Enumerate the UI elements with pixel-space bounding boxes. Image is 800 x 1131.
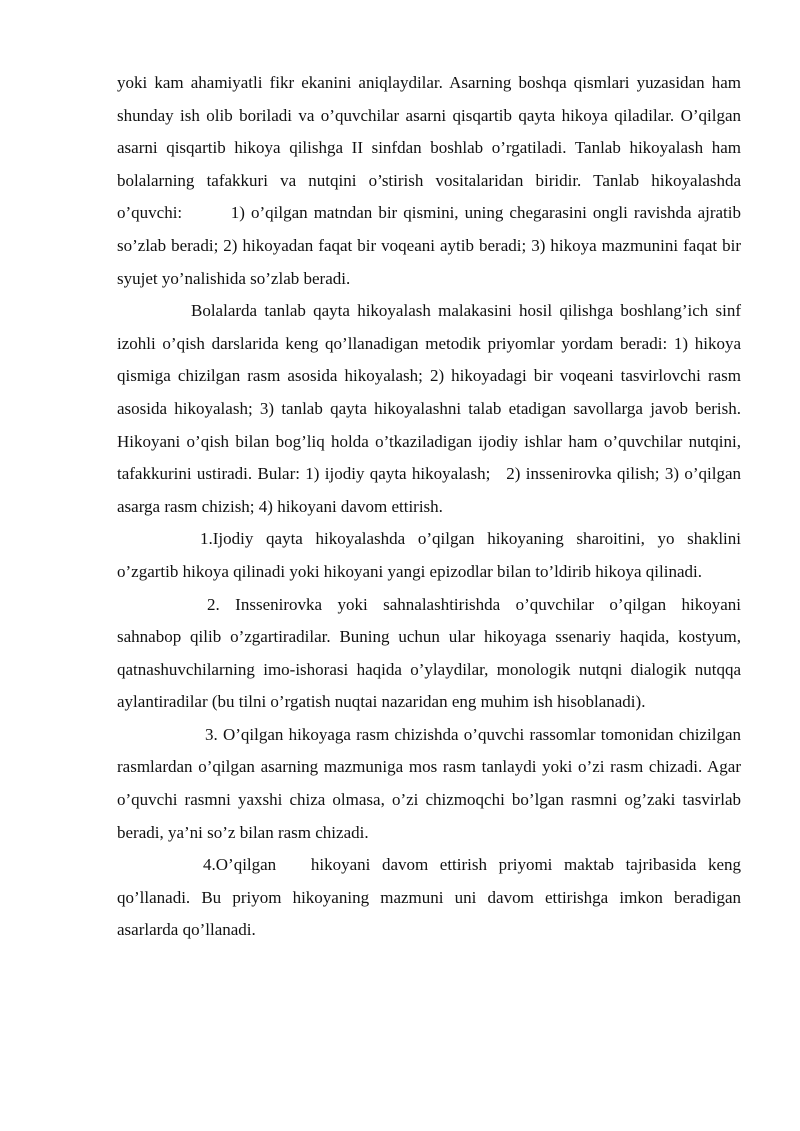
paragraph: 3. O’qilgan hikoyaga rasm chizishda o’quvchi rassomlar tomonidan chizilgan rasmlardan o’qilgan asarning mazmuniga mos rasm tanlaydi yoki o’zi rasm chizadi. Agar o’quvchi rasmni yaxshi chiza olmasa, o’zi chizmoqchi bo’lgan rasmni og’zaki tasvirlab beradi, ya’ni so’z bilan rasm chizadi. xyxy=(117,724,741,842)
paragraph: 4.O’qilgan hikoyani davom ettirish priyomi maktab tajribasida keng qo’llanadi. Bu priyom hikoyaning mazmuni uni davom ettirishga imkon beradigan asarlarda qo’llanadi. xyxy=(117,855,746,940)
paragraph: yoki kam ahamiyatli fikr ekanini aniqlaydilar. Asarning boshqa qismlari yuzasidan ham shunday ish olib boriladi va o’quvchilar asarni qisqartib qayta hikoya qiladilar. O’qilgan asarni qisqartib hikoya qilishga II sinfdan boshlab o’rgatiladi. Tanlab hikoyalash ham bolalarning tafakkuri va nutqini o’stirish vositalaridan biridir. Tanlab hikoyalashda o’quvchi: 1) o’qilgan matndan bir qismini, uning chegarasini ongli ravishda ajratib so’zlab beradi; 2) hikoyadan faqat bir voqeani aytib beradi; 3) hikoya mazmunini faqat bir syujet yo’nalishida so’zlab beradi. xyxy=(117,73,746,288)
paragraph: 2. Inssenirovka yoki sahnalashtirishda o’quvchilar o’qilgan hikoyani sahnabop qilib o’zgartiradilar. Buning uchun ular hikoyaga ssenariy haqida, kostyum, qatnashuvchilarning imo-ishorasi haqida o’ylaydilar, monologik nutqni dialogik nutqqa aylantiradilar (bu tilni o’rgatish nuqtai nazaridan eng muhim ish hisoblanadi). xyxy=(117,594,741,712)
paragraph: 1.Ijodiy qayta hikoyalashda o’qilgan hikoyaning sharoitini, yo shaklini o’zgartib hikoya qilinadi yoki hikoyani yangi epizodlar bilan to’ldirib hikoya qilinadi. xyxy=(117,529,741,581)
document-body xyxy=(117,67,746,947)
paragraph: Bolalarda tanlab qayta hikoyalash malakasini hosil qilishga boshlang’ich sinf izohli o’qish darslarida keng qo’llanadigan metodik priyomlar yordam beradi: 1) hikoya qismiga chizilgan rasm asosida hikoyalash; 2) hikoyadagi bir voqeani tasvirlovchi rasm asosida hikoyalash; 3) tanlab qayta hikoyalashni talab etadigan savollarga javob berish. Hikoyani o’qish bilan bog’liq holda o’tkaziladigan ijodiy ishlar ham o’quvchilar nutqini, tafakkurini ustiradi. Bular: 1) ijodiy qayta hikoyalash; 2) inssenirovka qilish; 3) o’qilgan asarga rasm chizish; 4) hikoyani davom ettirish. xyxy=(117,301,746,516)
